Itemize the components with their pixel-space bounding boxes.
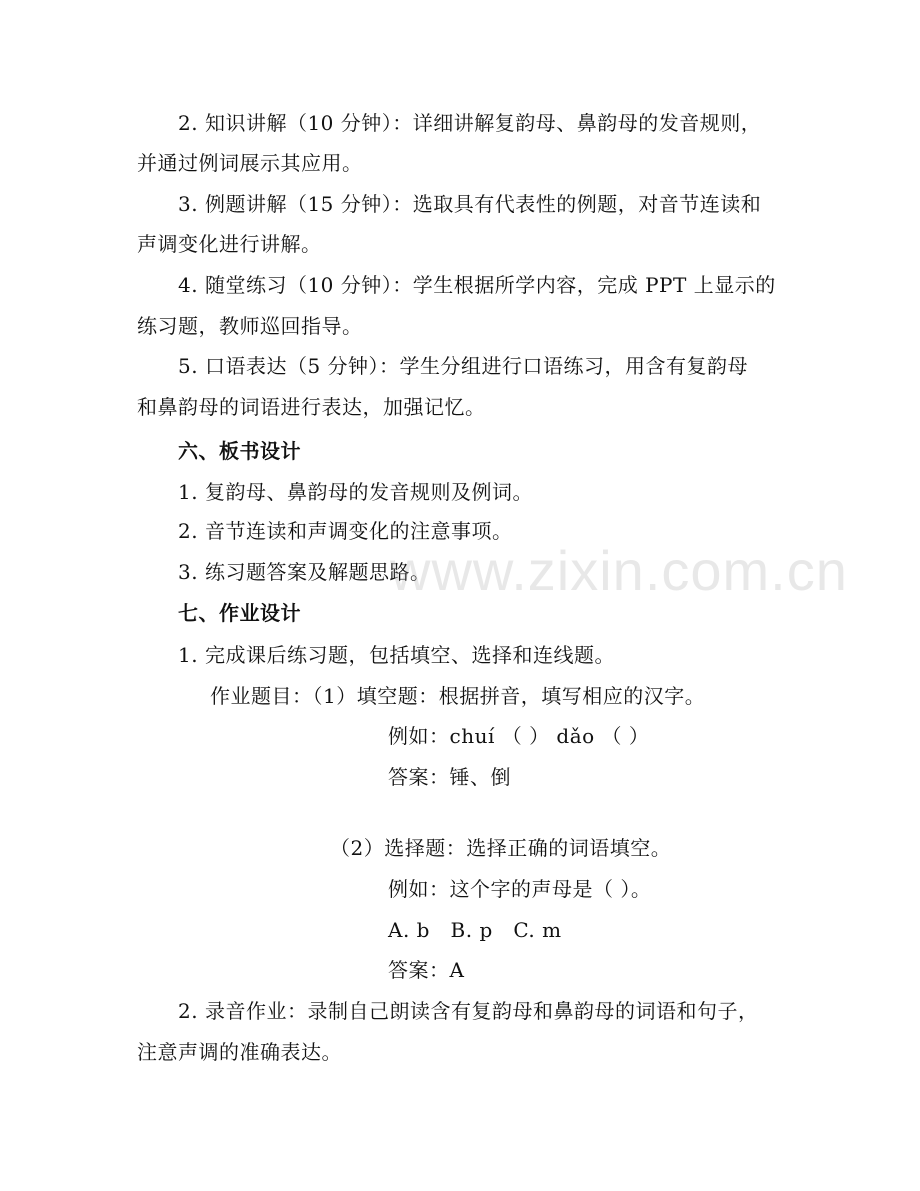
homework-design-heading: 七、作业设计 bbox=[178, 601, 301, 625]
board-item-1: 1. 复韵母、鼻韵母的发音规则及例词。 bbox=[178, 480, 533, 504]
choice-question-title: （2）选择题：选择正确的词语填空。 bbox=[330, 836, 672, 860]
fill-blank-example: 例如：chuí （ ） dǎo （ ） bbox=[388, 724, 650, 748]
process-item-3-line-2: 声调变化进行讲解。 bbox=[137, 232, 322, 256]
process-item-4-line-1: 4. 随堂练习（10 分钟）：学生根据所学内容，完成 PPT 上显示的 bbox=[178, 273, 776, 297]
process-item-4-line-2: 练习题，教师巡回指导。 bbox=[137, 314, 363, 338]
choice-answer: 答案：A bbox=[388, 958, 465, 982]
board-item-2: 2. 音节连读和声调变化的注意事项。 bbox=[178, 519, 513, 543]
process-item-2-line-1: 2. 知识讲解（10 分钟）：详细讲解复韵母、鼻韵母的发音规则， bbox=[178, 111, 762, 135]
homework-item-2-line-1: 2. 录音作业：录制自己朗读含有复韵母和鼻韵母的词语和句子， bbox=[178, 999, 759, 1023]
board-design-heading: 六、板书设计 bbox=[178, 439, 301, 463]
process-item-5-line-2: 和鼻韵母的词语进行表达，加强记忆。 bbox=[137, 395, 486, 419]
homework-questions-title: 作业题目：（1）填空题：根据拼音，填写相应的汉字。 bbox=[210, 684, 706, 708]
choice-options: A. b B. p C. m bbox=[388, 918, 562, 942]
process-item-5-line-1: 5. 口语表达（5 分钟）：学生分组进行口语练习，用含有复韵母 bbox=[178, 354, 749, 378]
choice-example: 例如：这个字的声母是（ ）。 bbox=[388, 877, 652, 901]
watermark-text: www.zixin.com.cn bbox=[390, 539, 848, 602]
homework-item-1: 1. 完成课后练习题，包括填空、选择和连线题。 bbox=[178, 643, 615, 667]
process-item-2-line-2: 并通过例词展示其应用。 bbox=[137, 151, 363, 175]
board-item-3: 3. 练习题答案及解题思路。 bbox=[178, 560, 431, 584]
process-item-3-line-1: 3. 例题讲解（15 分钟）：选取具有代表性的例题，对音节连读和 bbox=[178, 192, 762, 216]
homework-item-2-line-2: 注意声调的准确表达。 bbox=[137, 1040, 342, 1064]
fill-blank-answer: 答案：锤、倒 bbox=[388, 765, 511, 789]
